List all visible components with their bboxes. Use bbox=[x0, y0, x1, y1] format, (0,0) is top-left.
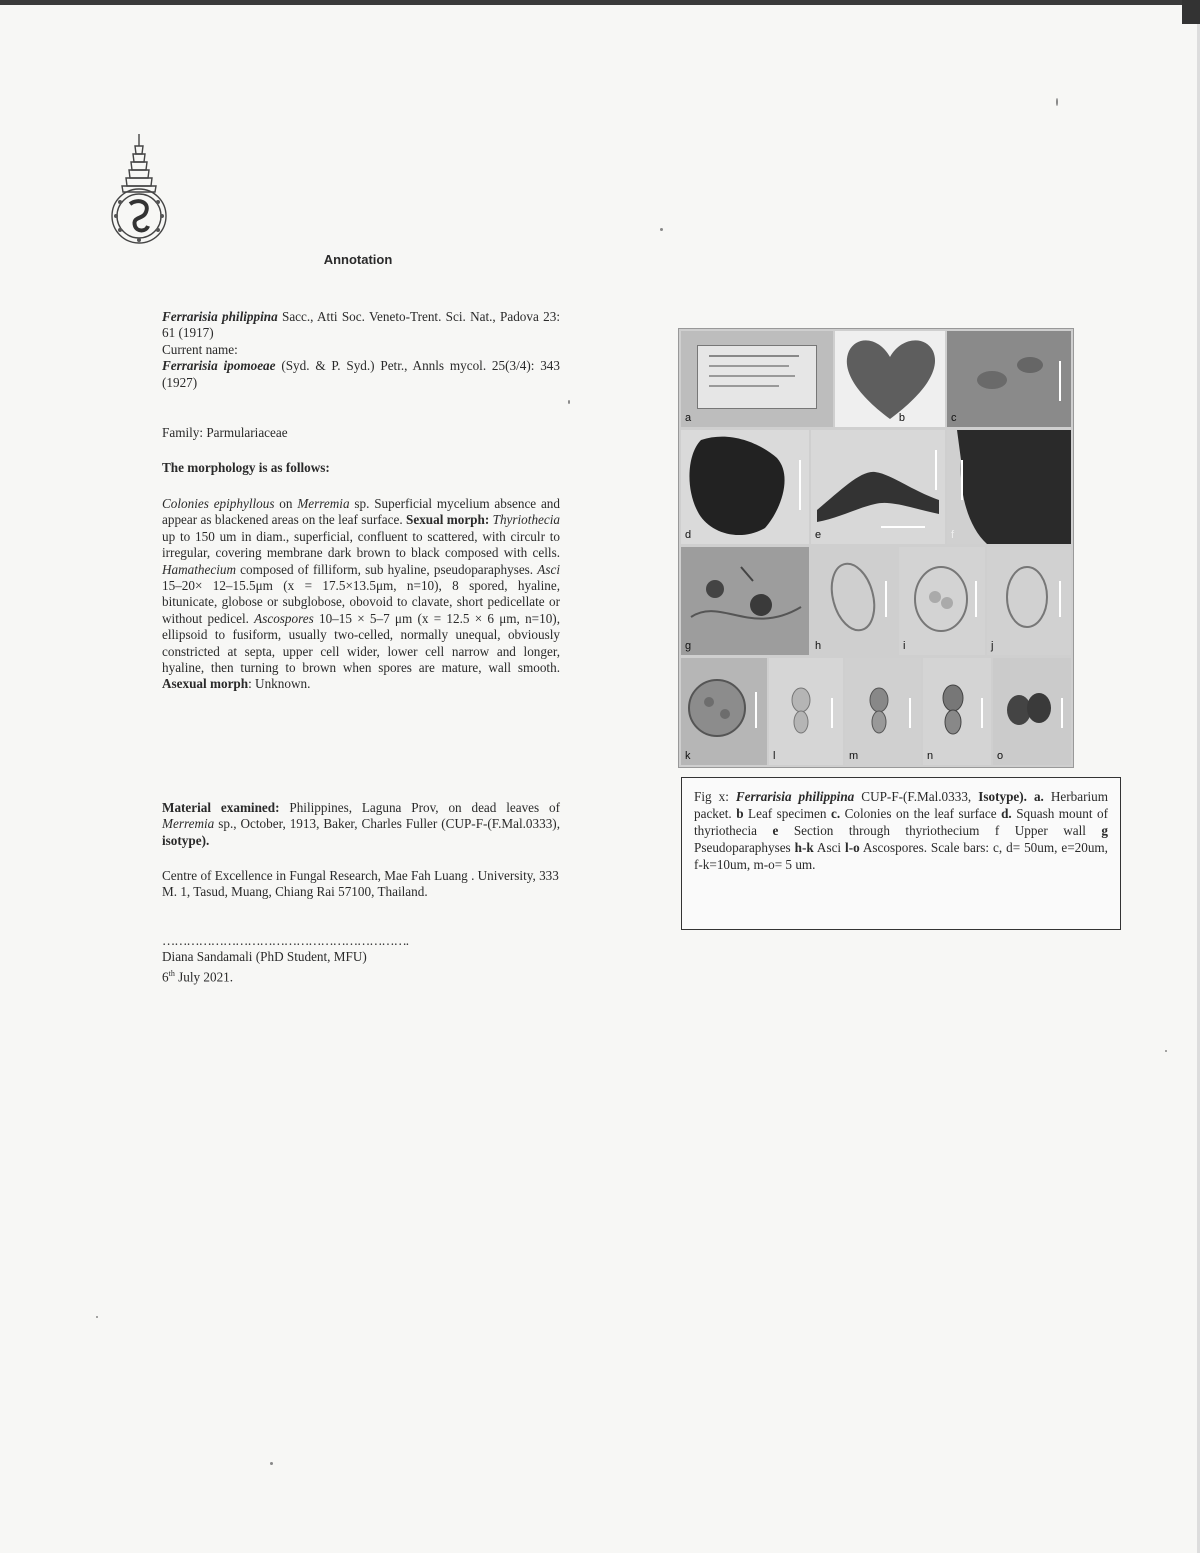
panel-l-ascospore bbox=[769, 658, 843, 765]
current-citation: (Syd. & P. Syd.) Petr., Annls mycol. 25(3/4): 343 (1927) bbox=[162, 358, 560, 390]
panel-label-m: m bbox=[849, 750, 859, 762]
morphology-segment: 15–20× 12–15.5μm (x = 17.5×13.5μm, n=10), 8 spored, hyaline, bitunicate, globose or subglobose, obovoid to clavate, short pedicellate or without pedicel. bbox=[162, 578, 560, 626]
panel-label-a: a bbox=[685, 412, 692, 424]
morphology-segment: Colonies epiphyllous bbox=[162, 496, 275, 511]
scan-top-edge bbox=[0, 0, 1200, 5]
panel-label-o: o bbox=[997, 750, 1004, 762]
panel-e-section bbox=[811, 430, 945, 544]
university-crest-logo bbox=[108, 132, 170, 247]
caption-segment: Ascospores. Scale bars: c, d= 50um, e=20um, f-k=10um, m-o= 5 um. bbox=[694, 840, 1108, 872]
caption-segment: h-k bbox=[794, 840, 814, 855]
panel-label-f: f bbox=[951, 529, 955, 541]
panel-a-herbarium-packet bbox=[681, 331, 833, 427]
panel-n-ascospore bbox=[923, 658, 991, 765]
caption-segment: Herbarium packet. bbox=[694, 789, 1108, 821]
signature-name: Diana Sandamali (PhD Student, MFU) bbox=[162, 949, 367, 965]
signature-dots: ……………………………………………………. bbox=[162, 933, 409, 948]
caption-segment: Fig x: bbox=[694, 789, 736, 804]
affiliation: Centre of Excellence in Fungal Research, Mae Fah Luang . University, 333 M. 1, Tasud, Muang, Chiang Rai 57100, Thailand. bbox=[162, 868, 559, 900]
material-segment: isotype). bbox=[162, 832, 210, 848]
page-title: Annotation bbox=[323, 252, 393, 267]
material-segment: Material examined: bbox=[162, 800, 280, 815]
caption-segment: Pseudoparaphyses bbox=[694, 840, 795, 855]
panel-label-j: j bbox=[991, 640, 994, 652]
morphology-segment: Sexual morph: bbox=[406, 512, 490, 528]
scan-speck bbox=[568, 400, 570, 404]
signature-block bbox=[162, 933, 560, 986]
scan-speck bbox=[270, 1462, 273, 1465]
caption-segment: e bbox=[772, 823, 779, 838]
morphology-segment: : Unknown. bbox=[248, 676, 311, 692]
morphology-segment: up to 150 um in diam., superficial, confluent to scattered, with circulr to irregular, covering membrane dark brown to black composed with cells. bbox=[162, 528, 560, 561]
panel-label-i: i bbox=[903, 640, 906, 652]
current-name-line bbox=[162, 358, 560, 391]
morphology-segment: Thyriothecia bbox=[492, 512, 561, 528]
family-line: Family: Parmulariaceae bbox=[162, 425, 288, 440]
original-name-line bbox=[162, 309, 560, 342]
panel-label-d: d bbox=[685, 529, 692, 541]
figure-caption bbox=[681, 777, 1121, 930]
current-name: Ferrarisia ipomoeae bbox=[162, 358, 276, 374]
caption-segment: c. bbox=[830, 806, 841, 821]
morphology-segment: sp. Superficial mycelium absence and appear as blackened areas on the leaf surface. bbox=[162, 496, 560, 528]
caption-segment: g bbox=[1101, 823, 1108, 838]
caption-segment: b bbox=[736, 806, 744, 821]
panel-i-ascus bbox=[899, 547, 985, 655]
morphology-segment: composed of filliform, sub hyaline, pseudoparaphyses. bbox=[235, 561, 538, 577]
material-segment: sp., October, 1913, Baker, Charles Fuller (CUP-F-(F.Mal.0333), bbox=[214, 816, 560, 832]
panel-o-ascospores bbox=[993, 658, 1071, 765]
panel-b-leaf-specimen bbox=[835, 331, 945, 427]
morphology-heading: The morphology is as follows: bbox=[162, 460, 330, 475]
scan-corner-mark bbox=[1182, 0, 1200, 24]
taxonomy-block bbox=[162, 309, 560, 391]
caption-segment: Ferrarisia philippina bbox=[735, 789, 855, 804]
figure-plate bbox=[678, 328, 1074, 768]
caption-segment: Leaf specimen bbox=[743, 806, 831, 821]
morphology-paragraph bbox=[162, 496, 560, 693]
panel-g-pseudoparaphyses bbox=[681, 547, 809, 655]
morphology-segment: Asexual morph bbox=[162, 676, 249, 692]
date-day: 6 bbox=[162, 969, 169, 985]
morphology-segment: Asci bbox=[537, 561, 560, 577]
panel-j-ascus bbox=[987, 547, 1071, 655]
caption-segment: Section through thyriothecium f Upper wall bbox=[778, 823, 1102, 838]
scan-speck bbox=[96, 1316, 98, 1318]
morphology-segment: Ascospores bbox=[254, 610, 314, 626]
panel-label-e: e bbox=[815, 529, 822, 541]
signature-date bbox=[162, 966, 560, 986]
date-suffix: th bbox=[168, 968, 175, 978]
caption-segment: CUP-F-(F.Mal.0333, bbox=[854, 789, 979, 804]
caption-segment: Asci bbox=[813, 840, 846, 855]
panel-label-n: n bbox=[927, 750, 934, 762]
panel-c-colonies bbox=[947, 331, 1071, 427]
panel-k-ascus bbox=[681, 658, 767, 765]
panel-label-c: c bbox=[951, 412, 957, 424]
morphology-segment: Merremia bbox=[297, 496, 350, 511]
panel-label-h: h bbox=[815, 640, 822, 652]
morphology-segment: on bbox=[274, 496, 298, 511]
panel-m-ascospore bbox=[845, 658, 921, 765]
original-citation: Sacc., Atti Soc. Veneto-Trent. Sci. Nat., Padova 23: 61 (1917) bbox=[162, 309, 560, 341]
caption-segment: Squash mount of thyriothecia bbox=[694, 806, 1108, 838]
caption-segment: Colonies on the leaf surface bbox=[840, 806, 1002, 821]
current-name-label: Current name: bbox=[162, 341, 238, 357]
panel-label-l: l bbox=[773, 750, 776, 762]
material-segment: Merremia bbox=[162, 816, 215, 832]
panel-h-ascus bbox=[811, 547, 897, 655]
scan-speck bbox=[660, 228, 663, 231]
original-name: Ferrarisia philippina bbox=[162, 309, 278, 324]
caption-segment: d. bbox=[1001, 806, 1012, 821]
panel-label-b: b bbox=[898, 412, 905, 424]
morphology-segment: 10–15 × 5–7 μm (x = 12.5 × 6 μm, n=10), ellipsoid to fusiform, usually two-celled, normally unequal, obviously constricted at septa, upper cell wider, lower cell narrow and longer, hyaline, then turning to brown when spores are mature, wall smooth. bbox=[162, 610, 560, 676]
scan-speck bbox=[1165, 1050, 1167, 1052]
panel-label-g: g bbox=[685, 640, 692, 652]
date-rest: July 2021. bbox=[174, 969, 234, 985]
panel-d-squash-mount bbox=[681, 430, 809, 544]
material-examined-paragraph bbox=[162, 800, 560, 849]
caption-segment: Isotype). a. bbox=[978, 789, 1044, 804]
morphology-segment: Hamathecium bbox=[162, 561, 236, 577]
panel-label-k: k bbox=[685, 750, 691, 762]
scan-speck bbox=[1056, 98, 1058, 106]
panel-f-upper-wall bbox=[947, 430, 1071, 544]
material-segment: Philippines, Laguna Prov, on dead leaves of bbox=[279, 800, 560, 815]
caption-segment: l-o bbox=[845, 840, 860, 855]
